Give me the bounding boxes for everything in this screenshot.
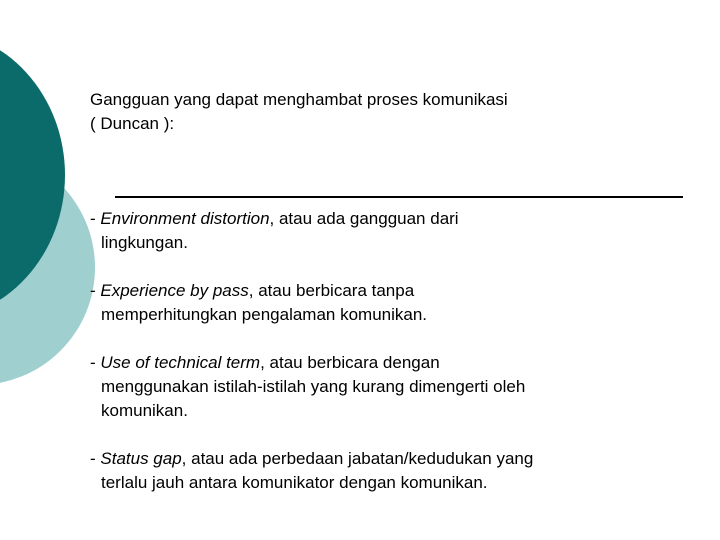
item-text: , atau ada perbedaan jabatan/kedudukan yang [181, 449, 534, 468]
item-text: , atau berbicara tanpa [248, 281, 415, 300]
item-dash: - [90, 209, 101, 228]
item-text: , atau berbicara dengan [260, 353, 440, 372]
divider-line [115, 196, 683, 198]
item-dash: - [90, 281, 101, 300]
item-continuation: menggunakan istilah-istilah yang kurang dimengerti oleh [101, 377, 526, 396]
list-item [90, 207, 700, 255]
item-term: Environment distortion [100, 209, 270, 228]
list-item [90, 279, 700, 327]
list-item [90, 447, 700, 495]
item-term: Use of technical term [100, 353, 261, 372]
item-dash: - [90, 353, 101, 372]
item-term: Status gap [100, 449, 182, 468]
item-continuation: memperhitungkan pengalaman komunikan. [101, 305, 428, 324]
item-continuation: lingkungan. [101, 233, 188, 252]
title-line-1: Gangguan yang dapat menghambat proses komunikasi [90, 90, 508, 109]
item-continuation: terlalu jauh antara komunikator dengan komunikan. [101, 473, 488, 492]
item-text: , atau ada gangguan dari [269, 209, 459, 228]
bullet-list [90, 207, 700, 519]
slide-title [90, 88, 690, 136]
list-item [90, 351, 700, 423]
item-dash: - [90, 449, 101, 468]
title-line-2: ( Duncan ): [90, 114, 175, 133]
item-continuation: komunikan. [101, 401, 188, 420]
item-term: Experience by pass [100, 281, 249, 300]
